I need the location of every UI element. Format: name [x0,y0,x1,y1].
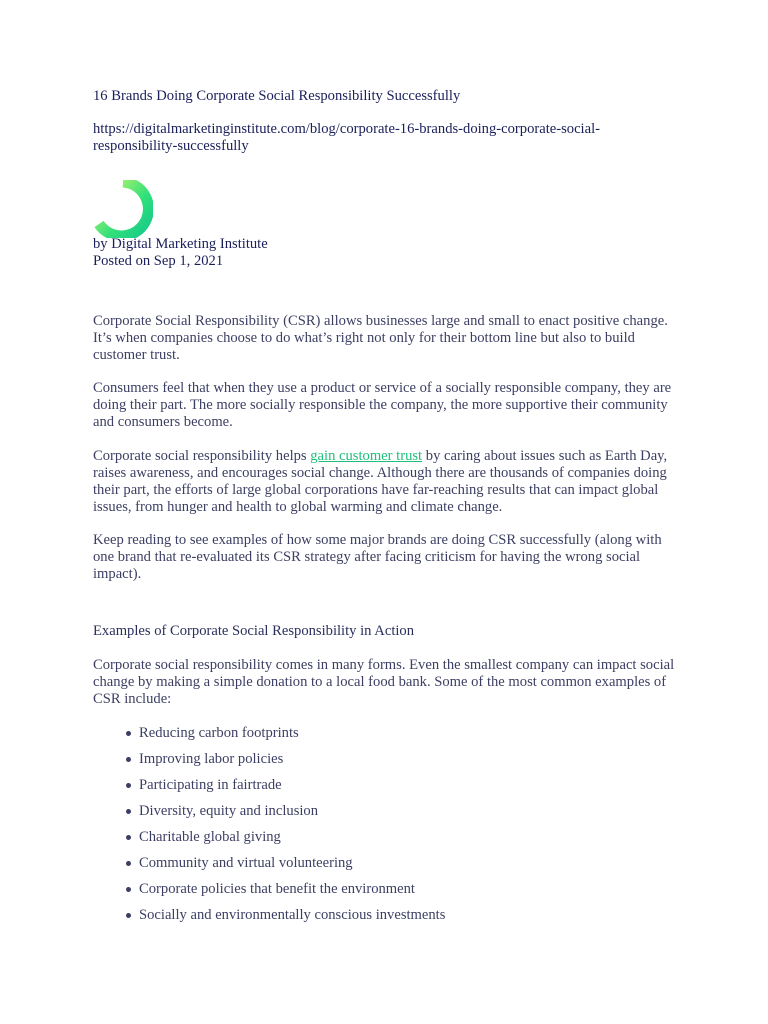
bullet-icon [126,809,131,814]
list-item-text: Participating in fairtrade [139,777,282,793]
list-item [93,855,445,881]
list-item [93,881,445,907]
list-item-text: Reducing carbon footprints [139,725,299,741]
list-item [93,803,445,829]
list-item [93,777,445,803]
paragraph-3-start: Corporate social responsibility helps [93,448,311,464]
gain-customer-trust-link[interactable]: gain customer trust [310,448,423,464]
list-item-text: Improving labor policies [139,751,284,767]
logo-center [113,199,133,219]
dmi-logo-svg [93,180,153,238]
bullet-icon [126,913,131,918]
bullet-icon [126,757,131,762]
list-item [93,829,445,855]
author-name: Digital Marketing Institute [111,236,268,252]
list-item-text: Charitable global giving [139,829,281,845]
list-item-text: Community and virtual volunteering [139,855,353,871]
byline [93,236,268,253]
byline-prefix: by [93,236,112,252]
article-url[interactable]: https://digitalmarketinginstitute.com/blog/corporate-16-brands-doing-corporate-social-responsibility-successfully [93,121,600,154]
section-heading: Examples of Corporate Social Responsibility in Action [93,623,415,639]
paragraph-4: Keep reading to see examples of how some major brands are doing CSR successfully (along with one brand that re-evaluated its CSR strategy after facing criticism for having the wrong social impact). [93,532,662,582]
list-item [93,907,445,933]
paragraph-1: Corporate Social Responsibility (CSR) allows businesses large and small to enact positive change. It’s when companies choose to do what’s right not only for their bottom line but also to build customer trust. [93,313,668,363]
bullet-icon [126,835,131,840]
bullet-icon [126,783,131,788]
csr-examples-list [93,725,445,933]
dmi-logo-icon [93,180,153,238]
bullet-icon [126,731,131,736]
list-item-text: Socially and environmentally conscious investments [139,907,446,923]
bullet-icon [126,861,131,866]
list-item-text: Corporate policies that benefit the environment [139,881,415,897]
article-title: 16 Brands Doing Corporate Social Responsibility Successfully [93,88,461,104]
paragraph-3-end: by caring about issues such as Earth Day, raises awareness, and encourages social change. Although there are thousands of companies doing their part, the efforts of large global corporations have far-reaching results that can impact global issues, from hunger and health to global warming and climate change. [93,448,668,515]
list-item [93,725,445,751]
paragraph-5: Corporate social responsibility comes in many forms. Even the smallest company can impact social change by making a simple donation to a local food bank. Some of the most common examples of CSR include: [93,657,675,707]
bullet-icon [126,887,131,892]
paragraph-3 [93,448,683,516]
list-item [93,751,445,777]
posted-date: Posted on Sep 1, 2021 [93,253,224,269]
paragraph-2: Consumers feel that when they use a product or service of a socially responsible company, they are doing their part. The more socially responsible the company, the more supportive their community and consumers become. [93,380,672,430]
list-item-text: Diversity, equity and inclusion [139,803,319,819]
